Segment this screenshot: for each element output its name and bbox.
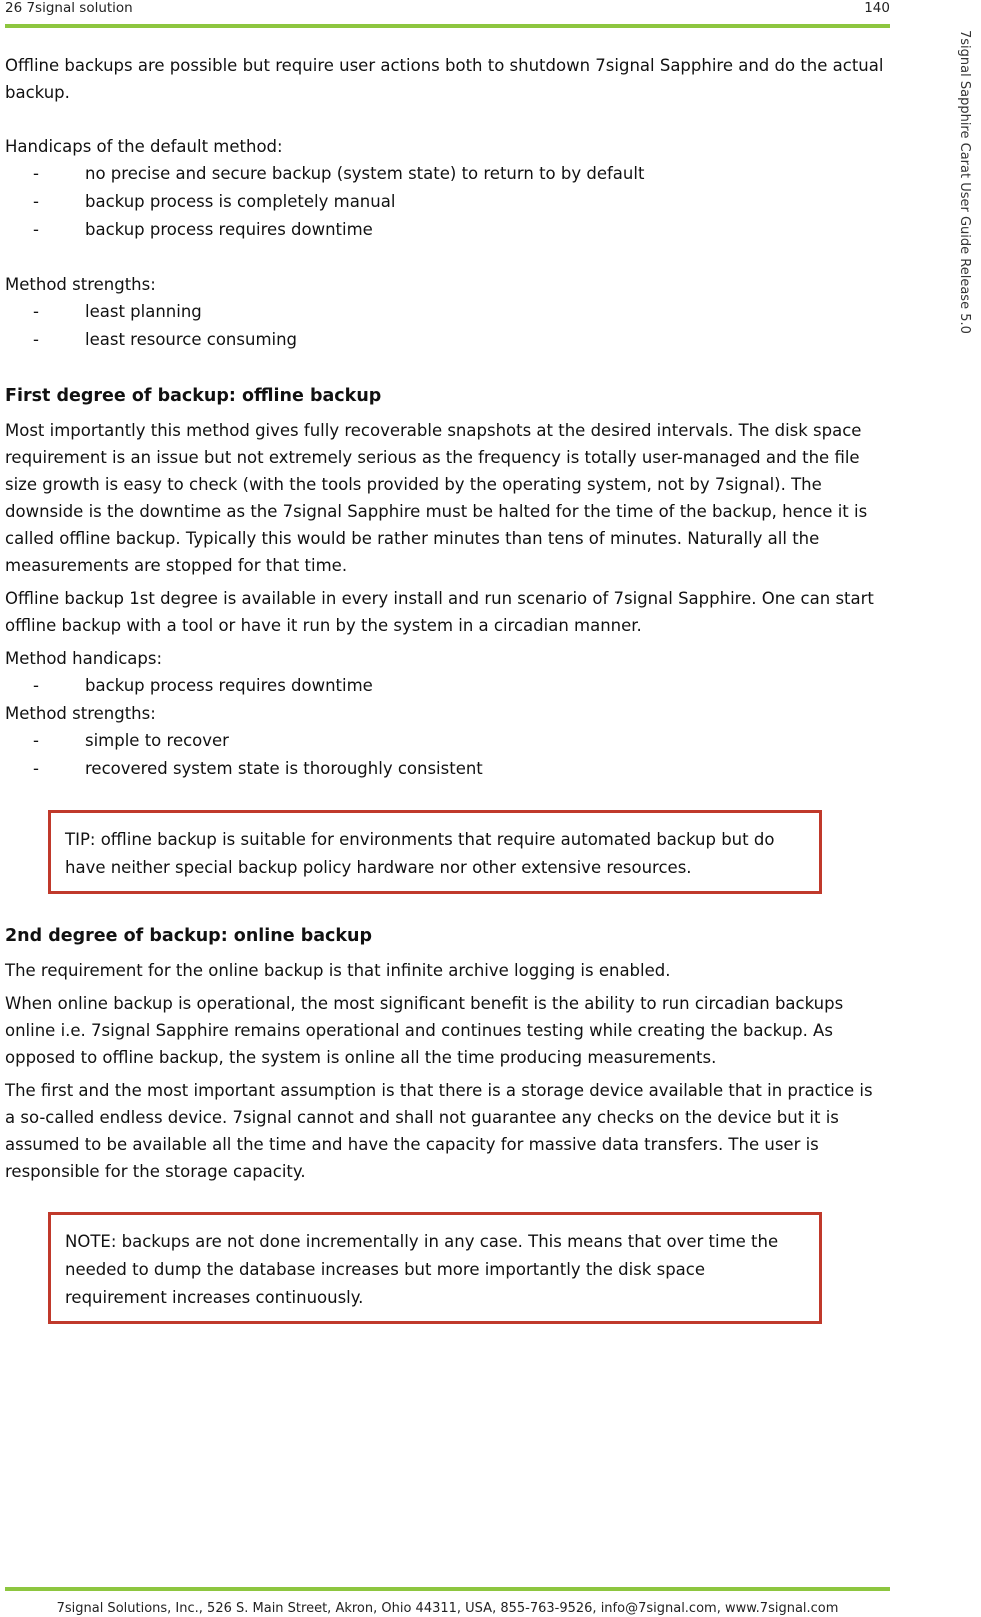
page-body xyxy=(5,52,885,1324)
page-number: 140 xyxy=(864,0,890,16)
intro-paragraph: Offline backups are possible but require user actions both to shutdown 7signal Sapphire and do the actual backup. xyxy=(5,56,884,102)
section1-strengths-title: Method strengths: xyxy=(5,704,156,723)
handicaps-default-title: Handicaps of the default method: xyxy=(5,137,283,156)
strengths-default-list xyxy=(5,298,885,354)
section1-strengths-list xyxy=(5,727,885,783)
side-title xyxy=(957,30,975,430)
section1-paragraph-2: Offline backup 1st degree is available in every install and run scenario of 7signal Sapphire. One can start offline backup with a tool or have it run by the system in a circadian manner. xyxy=(5,589,874,635)
chapter-label: 26 7signal solution xyxy=(5,0,133,16)
page-footer xyxy=(5,1587,890,1617)
list-item: - backup process requires downtime xyxy=(33,220,373,239)
strengths-default-title: Method strengths: xyxy=(5,275,156,294)
section1-handicaps-list xyxy=(5,672,885,700)
list-item: - backup process is completely manual xyxy=(33,192,396,211)
note-text: NOTE: backups are not done incrementally in any case. This means that over time the needed to dump the database increases but more importantly the disk space requirement increases continuously. xyxy=(65,1232,779,1307)
page-header xyxy=(5,0,890,30)
section2-heading: 2nd degree of backup: online backup xyxy=(5,926,373,946)
footer-text: 7signal Solutions, Inc., 526 S. Main Street, Akron, Ohio 44311, USA, 855-763-9526, info@7signal.com, www.7signal.com xyxy=(56,1601,839,1616)
tip-text: TIP: offline backup is suitable for environments that require automated backup but do have neither special backup policy hardware nor other extensive resources. xyxy=(65,830,775,877)
section2-paragraph-3: The first and the most important assumption is that there is a storage device available that in practice is a so-called endless device. 7signal cannot and shall not guarantee any checks on the device but it is assumed to be available all the time and have the capacity for massive data transfers. The user is responsible for the storage capacity. xyxy=(5,1081,873,1181)
list-item: - recovered system state is thoroughly consistent xyxy=(33,759,483,778)
section1-paragraph-1: Most importantly this method gives fully recoverable snapshots at the desired intervals. The disk space requirement is an issue but not extremely serious as the frequency is totally user-managed and the file size growth is easy to check (with the tools provided by the operating system, not by 7signal). The downside is the downtime as the 7signal Sapphire must be halted for the time of the backup, hence it is called offline backup. Typically this would be rather minutes than tens of minutes. Naturally all the measurements are stopped for that time. xyxy=(5,421,868,575)
list-item: - least resource consuming xyxy=(33,330,298,349)
section2-paragraph-2: When online backup is operational, the most significant benefit is the ability to run circadian backups online i.e. 7signal Sapphire remains operational and continues testing while creating the backup. As opposed to offline backup, the system is online all the time producing measurements. xyxy=(5,994,844,1067)
side-title-text: 7signal Sapphire Carat User Guide Release 5.0 xyxy=(957,30,972,334)
list-item: - simple to recover xyxy=(33,731,229,750)
list-item: - no precise and secure backup (system state) to return to by default xyxy=(33,164,645,183)
tip-callout xyxy=(48,810,822,894)
section1-handicaps-title: Method handicaps: xyxy=(5,649,163,668)
note-callout xyxy=(48,1212,822,1324)
section1-heading: First degree of backup: offline backup xyxy=(5,386,382,406)
section2-paragraph-1: The requirement for the online backup is that infinite archive logging is enabled. xyxy=(5,961,671,980)
header-rule xyxy=(5,24,890,28)
list-item: - backup process requires downtime xyxy=(33,676,373,695)
handicaps-default-list xyxy=(5,160,885,244)
list-item: - least planning xyxy=(33,302,202,321)
footer-rule xyxy=(5,1587,890,1591)
